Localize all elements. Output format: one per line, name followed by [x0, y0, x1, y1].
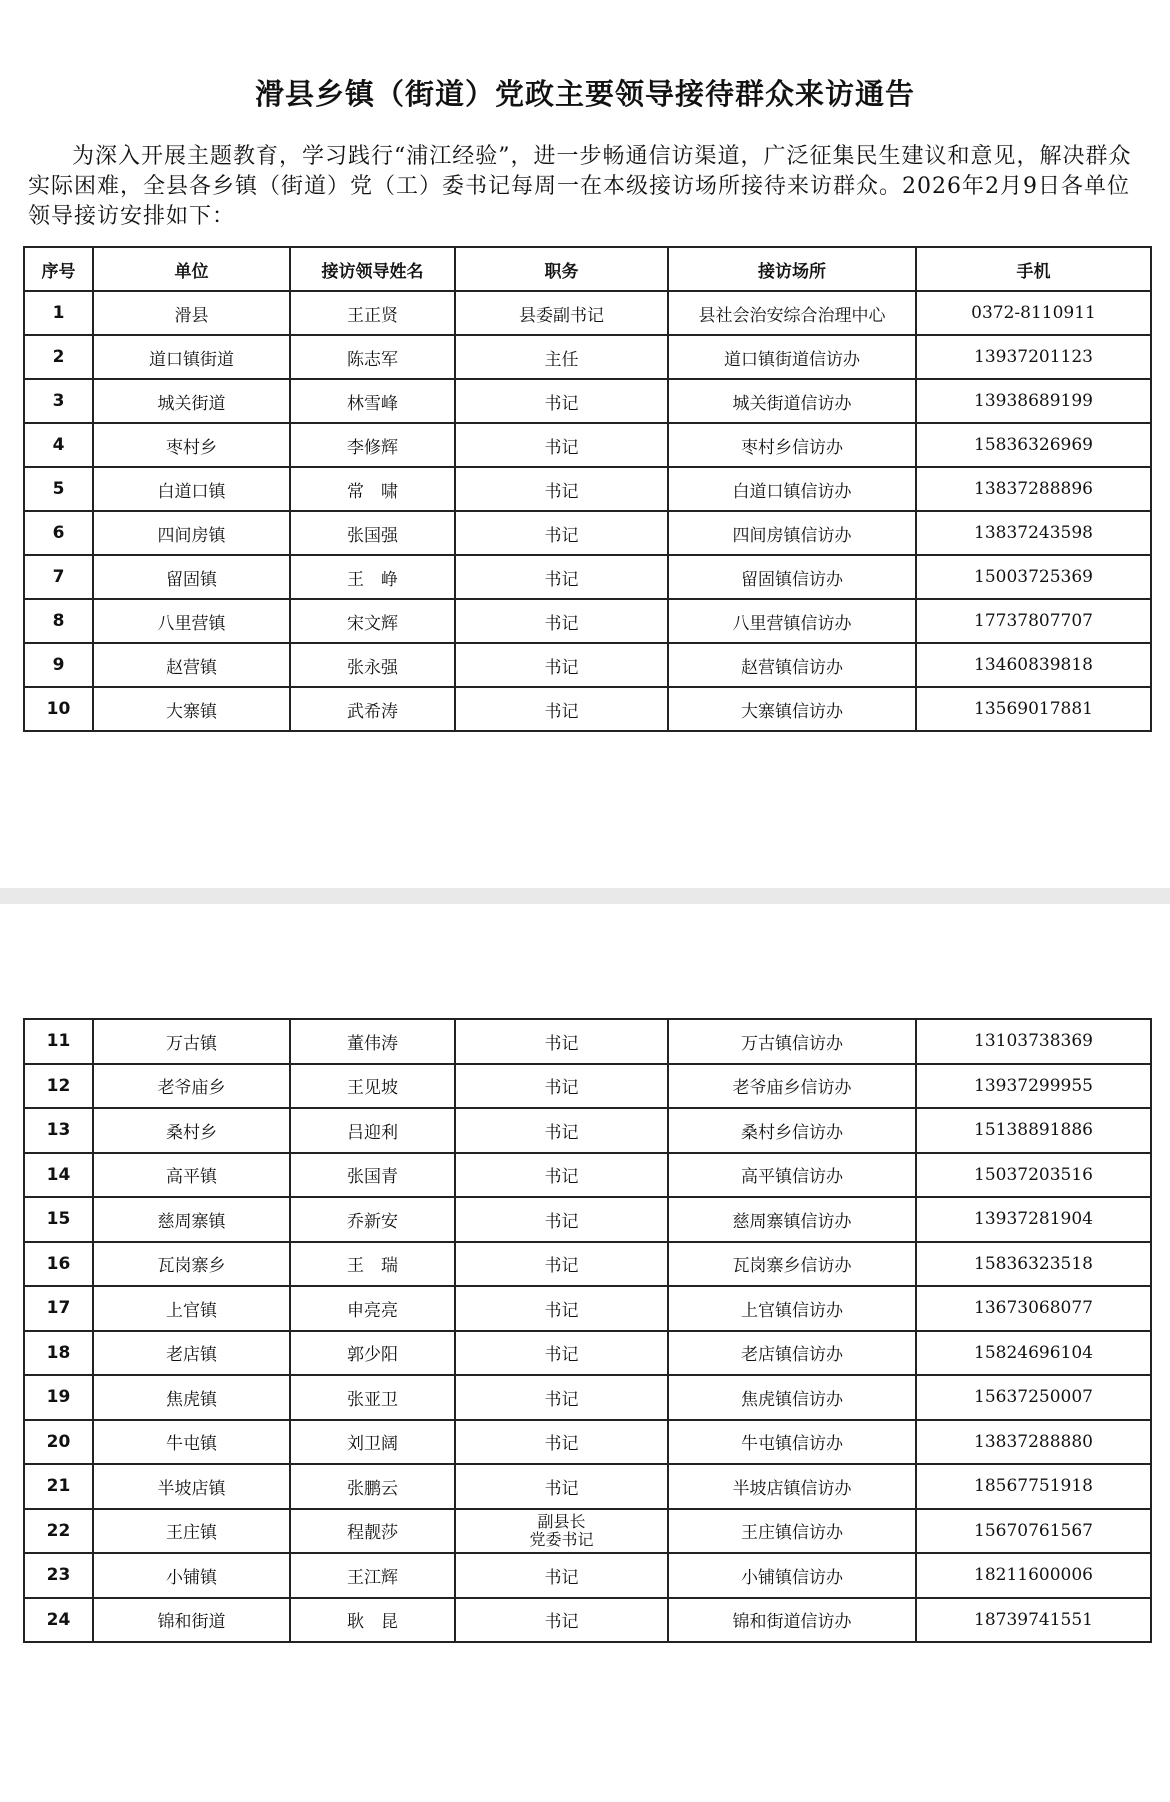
cell-position: 书记 [455, 643, 668, 687]
cell-position: 书记 [455, 379, 668, 423]
cell-position: 书记 [455, 1153, 668, 1198]
cell-position: 书记 [455, 1197, 668, 1242]
cell-venue: 白道口镇信访办 [668, 467, 916, 511]
cell-position: 县委副书记 [455, 291, 668, 335]
cell-unit: 瓦岗寨乡 [93, 1242, 290, 1287]
table-row [24, 511, 1151, 555]
cell-position: 书记 [455, 1286, 668, 1331]
cell-venue: 焦虎镇信访办 [668, 1375, 916, 1420]
cell-index: 23 [24, 1553, 93, 1598]
cell-venue: 枣村乡信访办 [668, 423, 916, 467]
table-row [24, 1598, 1151, 1643]
cell-phone: 13569017881 [916, 687, 1151, 731]
cell-leader-name: 王江辉 [290, 1553, 455, 1598]
table-row [24, 1331, 1151, 1376]
cell-leader-name: 常 啸 [290, 467, 455, 511]
cell-unit: 小铺镇 [93, 1553, 290, 1598]
cell-venue: 四间房镇信访办 [668, 511, 916, 555]
cell-unit: 锦和街道 [93, 1598, 290, 1643]
cell-index: 2 [24, 335, 93, 379]
table-row [24, 379, 1151, 423]
cell-position: 书记 [455, 423, 668, 467]
header-phone: 手机 [916, 247, 1151, 291]
cell-position: 书记 [455, 687, 668, 731]
cell-unit: 滑县 [93, 291, 290, 335]
cell-index: 20 [24, 1420, 93, 1465]
cell-unit: 王庄镇 [93, 1509, 290, 1554]
table-body-page-1 [24, 291, 1151, 731]
cell-phone: 0372-8110911 [916, 291, 1151, 335]
cell-unit: 道口镇街道 [93, 335, 290, 379]
cell-leader-name: 张国强 [290, 511, 455, 555]
table-row [24, 687, 1151, 731]
table-row [24, 1242, 1151, 1287]
cell-unit: 枣村乡 [93, 423, 290, 467]
page-separator [0, 888, 1170, 904]
table-row [24, 643, 1151, 687]
cell-leader-name: 吕迎利 [290, 1108, 455, 1153]
cell-index: 8 [24, 599, 93, 643]
cell-unit: 桑村乡 [93, 1108, 290, 1153]
cell-index: 11 [24, 1019, 93, 1064]
cell-unit: 四间房镇 [93, 511, 290, 555]
cell-leader-name: 刘卫阔 [290, 1420, 455, 1465]
table-row [24, 1019, 1151, 1064]
cell-phone: 13673068077 [916, 1286, 1151, 1331]
cell-unit: 焦虎镇 [93, 1375, 290, 1420]
cell-leader-name: 申亮亮 [290, 1286, 455, 1331]
cell-position: 书记 [455, 1375, 668, 1420]
cell-index: 12 [24, 1064, 93, 1109]
cell-phone: 13460839818 [916, 643, 1151, 687]
cell-venue: 牛屯镇信访办 [668, 1420, 916, 1465]
cell-index: 15 [24, 1197, 93, 1242]
cell-leader-name: 武希涛 [290, 687, 455, 731]
cell-phone: 15836323518 [916, 1242, 1151, 1287]
cell-index: 18 [24, 1331, 93, 1376]
cell-phone: 15824696104 [916, 1331, 1151, 1376]
cell-leader-name: 郭少阳 [290, 1331, 455, 1376]
reception-schedule-table-page-1 [23, 246, 1152, 732]
cell-position: 书记 [455, 1064, 668, 1109]
cell-index: 9 [24, 643, 93, 687]
cell-phone: 15003725369 [916, 555, 1151, 599]
cell-unit: 上官镇 [93, 1286, 290, 1331]
cell-phone: 15670761567 [916, 1509, 1151, 1554]
cell-position: 书记 [455, 555, 668, 599]
cell-index: 22 [24, 1509, 93, 1554]
cell-leader-name: 李修辉 [290, 423, 455, 467]
cell-unit: 高平镇 [93, 1153, 290, 1198]
cell-phone: 13103738369 [916, 1019, 1151, 1064]
cell-venue: 万古镇信访办 [668, 1019, 916, 1064]
cell-unit: 赵营镇 [93, 643, 290, 687]
cell-leader-name: 林雪峰 [290, 379, 455, 423]
cell-index: 14 [24, 1153, 93, 1198]
cell-index: 7 [24, 555, 93, 599]
table-row [24, 1108, 1151, 1153]
cell-venue: 王庄镇信访办 [668, 1509, 916, 1554]
cell-index: 1 [24, 291, 93, 335]
cell-unit: 半坡店镇 [93, 1464, 290, 1509]
cell-venue: 老店镇信访办 [668, 1331, 916, 1376]
cell-phone: 15637250007 [916, 1375, 1151, 1420]
cell-venue: 桑村乡信访办 [668, 1108, 916, 1153]
cell-position: 书记 [455, 467, 668, 511]
table-row [24, 1375, 1151, 1420]
table-row [24, 1153, 1151, 1198]
cell-leader-name: 王见坡 [290, 1064, 455, 1109]
cell-position: 主任 [455, 335, 668, 379]
cell-phone: 17737807707 [916, 599, 1151, 643]
cell-position: 书记 [455, 1553, 668, 1598]
cell-index: 6 [24, 511, 93, 555]
intro-paragraph: 为深入开展主题教育，学习践行“浦江经验”，进一步畅通信访渠道，广泛征集民生建议和意见，解决群众实际困难，全县各乡镇（街道）党（工）委书记每周一在本级接访场所接待来访群众。2026年2月9日各单位领导接访安排如下： [28, 144, 1132, 229]
cell-venue: 八里营镇信访办 [668, 599, 916, 643]
cell-venue: 赵营镇信访办 [668, 643, 916, 687]
cell-phone: 15836326969 [916, 423, 1151, 467]
cell-position: 副县长 党委书记 [455, 1509, 668, 1554]
cell-unit: 老爷庙乡 [93, 1064, 290, 1109]
cell-phone: 13937281904 [916, 1197, 1151, 1242]
cell-phone: 13837288896 [916, 467, 1151, 511]
cell-leader-name: 董伟涛 [290, 1019, 455, 1064]
header-unit: 单位 [93, 247, 290, 291]
table-row [24, 599, 1151, 643]
header-index: 序号 [24, 247, 93, 291]
cell-unit: 万古镇 [93, 1019, 290, 1064]
cell-phone: 18567751918 [916, 1464, 1151, 1509]
cell-position: 书记 [455, 511, 668, 555]
table-row [24, 1553, 1151, 1598]
table-row [24, 1509, 1151, 1554]
table-row [24, 335, 1151, 379]
cell-phone: 13938689199 [916, 379, 1151, 423]
cell-index: 19 [24, 1375, 93, 1420]
cell-leader-name: 张鹏云 [290, 1464, 455, 1509]
cell-unit: 老店镇 [93, 1331, 290, 1376]
cell-index: 21 [24, 1464, 93, 1509]
cell-venue: 道口镇街道信访办 [668, 335, 916, 379]
cell-venue: 县社会治安综合治理中心 [668, 291, 916, 335]
cell-position: 书记 [455, 1464, 668, 1509]
cell-leader-name: 宋文辉 [290, 599, 455, 643]
table-row [24, 555, 1151, 599]
cell-phone: 13837288880 [916, 1420, 1151, 1465]
cell-venue: 高平镇信访办 [668, 1153, 916, 1198]
cell-venue: 大寨镇信访办 [668, 687, 916, 731]
cell-venue: 城关街道信访办 [668, 379, 916, 423]
cell-venue: 锦和街道信访办 [668, 1598, 916, 1643]
cell-leader-name: 耿 昆 [290, 1598, 455, 1643]
reception-schedule-table-page-2 [23, 1018, 1152, 1643]
cell-phone: 15037203516 [916, 1153, 1151, 1198]
cell-leader-name: 张永强 [290, 643, 455, 687]
cell-position: 书记 [455, 599, 668, 643]
table-row [24, 1420, 1151, 1465]
cell-phone: 13837243598 [916, 511, 1151, 555]
cell-index: 16 [24, 1242, 93, 1287]
cell-position: 书记 [455, 1108, 668, 1153]
cell-leader-name: 乔新安 [290, 1197, 455, 1242]
cell-unit: 城关街道 [93, 379, 290, 423]
cell-position: 书记 [455, 1598, 668, 1643]
table-header-row [24, 247, 1151, 291]
cell-unit: 大寨镇 [93, 687, 290, 731]
cell-venue: 上官镇信访办 [668, 1286, 916, 1331]
cell-leader-name: 王正贤 [290, 291, 455, 335]
cell-unit: 牛屯镇 [93, 1420, 290, 1465]
table-row [24, 423, 1151, 467]
cell-leader-name: 张国青 [290, 1153, 455, 1198]
cell-leader-name: 陈志军 [290, 335, 455, 379]
cell-venue: 半坡店镇信访办 [668, 1464, 916, 1509]
cell-venue: 留固镇信访办 [668, 555, 916, 599]
cell-index: 3 [24, 379, 93, 423]
cell-leader-name: 王 瑞 [290, 1242, 455, 1287]
cell-phone: 13937299955 [916, 1064, 1151, 1109]
table-row [24, 291, 1151, 335]
cell-unit: 八里营镇 [93, 599, 290, 643]
table-row [24, 1286, 1151, 1331]
cell-phone: 13937201123 [916, 335, 1151, 379]
cell-index: 10 [24, 687, 93, 731]
cell-position: 书记 [455, 1420, 668, 1465]
cell-venue: 老爷庙乡信访办 [668, 1064, 916, 1109]
page-title: 滑县乡镇（街道）党政主要领导接待群众来访通告 [254, 77, 915, 111]
header-leader-name: 接访领导姓名 [290, 247, 455, 291]
cell-leader-name: 张亚卫 [290, 1375, 455, 1420]
cell-position: 书记 [455, 1331, 668, 1376]
cell-unit: 白道口镇 [93, 467, 290, 511]
table-row [24, 467, 1151, 511]
cell-leader-name: 王 峥 [290, 555, 455, 599]
table-row [24, 1464, 1151, 1509]
cell-index: 5 [24, 467, 93, 511]
cell-phone: 18211600006 [916, 1553, 1151, 1598]
cell-position: 书记 [455, 1242, 668, 1287]
cell-phone: 18739741551 [916, 1598, 1151, 1643]
cell-position: 书记 [455, 1019, 668, 1064]
table-row [24, 1197, 1151, 1242]
cell-venue: 瓦岗寨乡信访办 [668, 1242, 916, 1287]
cell-unit: 留固镇 [93, 555, 290, 599]
cell-index: 13 [24, 1108, 93, 1153]
cell-phone: 15138891886 [916, 1108, 1151, 1153]
cell-unit: 慈周寨镇 [93, 1197, 290, 1242]
cell-index: 17 [24, 1286, 93, 1331]
cell-index: 4 [24, 423, 93, 467]
cell-index: 24 [24, 1598, 93, 1643]
header-venue: 接访场所 [668, 247, 916, 291]
cell-leader-name: 程靓莎 [290, 1509, 455, 1554]
header-position: 职务 [455, 247, 668, 291]
cell-venue: 小铺镇信访办 [668, 1553, 916, 1598]
table-row [24, 1064, 1151, 1109]
cell-venue: 慈周寨镇信访办 [668, 1197, 916, 1242]
table-body-page-2 [24, 1019, 1151, 1642]
